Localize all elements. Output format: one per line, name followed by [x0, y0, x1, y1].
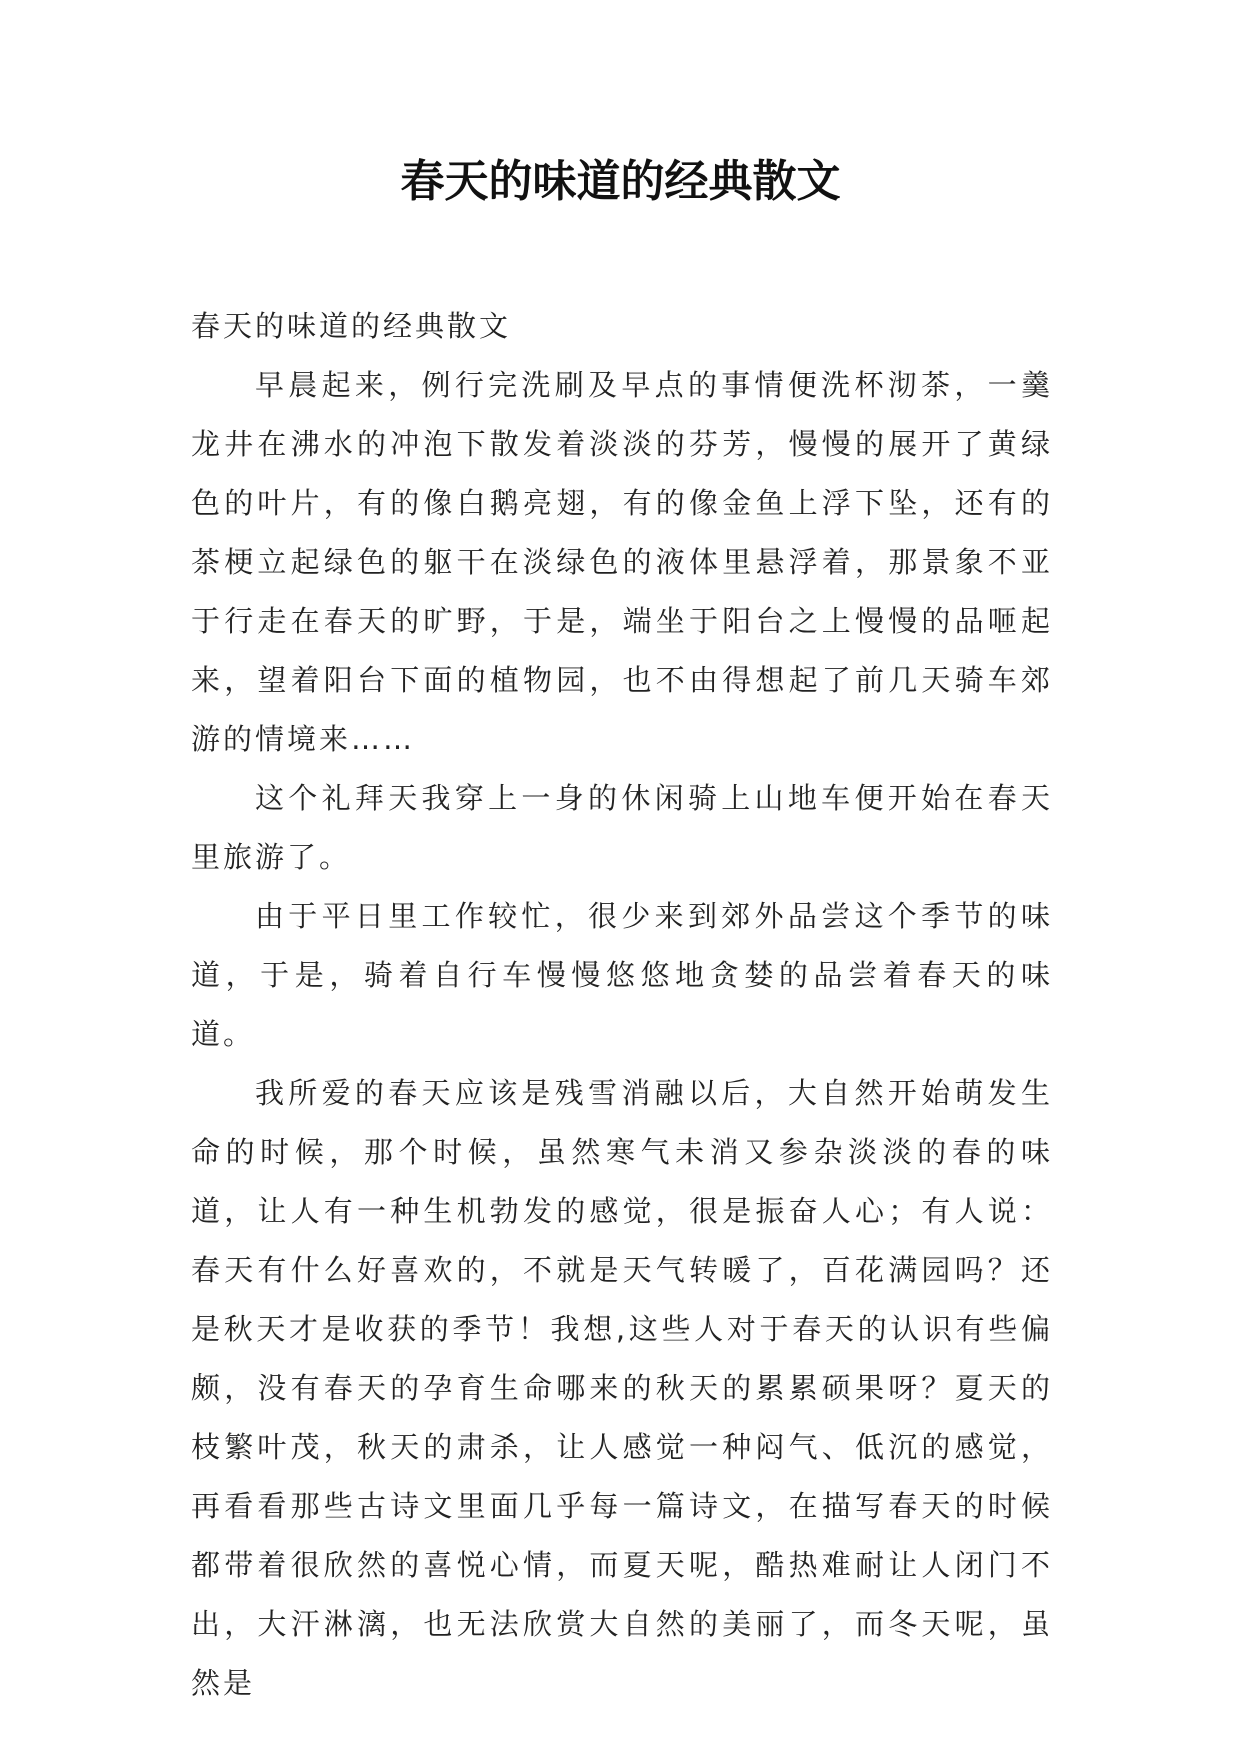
paragraph: 由于平日里工作较忙，很少来到郊外品尝这个季节的味道，于是，骑着自行车慢慢悠悠地贪婪的品尝着春天的味道。	[191, 899, 1053, 1051]
paragraph: 这个礼拜天我穿上一身的休闲骑上山地车便开始在春天里旅游了。	[191, 781, 1053, 874]
paragraph: 早晨起来，例行完洗刷及早点的事情便洗杯沏茶，一羹龙井在沸水的冲泡下散发着淡淡的芬芳，慢慢的展开了黄绿色的叶片，有的像白鹅亮翅，有的像金鱼上浮下坠，还有的茶梗立起绿色的躯干在淡绿色的液体里悬浮着，那景象不亚于行走在春天的旷野，于是，端坐于阳台之上慢慢的品咂起来，望着阳台下面的植物园，也不由得想起了前几天骑车郊游的情境来……	[191, 368, 1053, 756]
document-body	[191, 297, 1053, 1713]
document-subtitle: 春天的味道的经典散文	[191, 309, 512, 343]
paragraph: 我所爱的春天应该是残雪消融以后，大自然开始萌发生命的时候，那个时候，虽然寒气未消又参杂淡淡的春的味道，让人有一种生机勃发的感觉，很是振奋人心；有人说：春天有什么好喜欢的，不就是天气转暖了，百花满园吗？还是秋天才是收获的季节！我想,这些人对于春天的认识有些偏颇，没有春天的孕育生命哪来的秋天的累累硕果呀？夏天的枝繁叶茂，秋天的肃杀，让人感觉一种闷气、低沉的感觉，再看看那些古诗文里面几乎每一篇诗文，在描写春天的时候都带着很欣然的喜悦心情，而夏天呢，酷热难耐让人闭门不出，大汗淋漓，也无法欣赏大自然的美丽了，而冬天呢，虽然是	[191, 1076, 1053, 1700]
document-title: 春天的味道的经典散文	[400, 156, 841, 207]
